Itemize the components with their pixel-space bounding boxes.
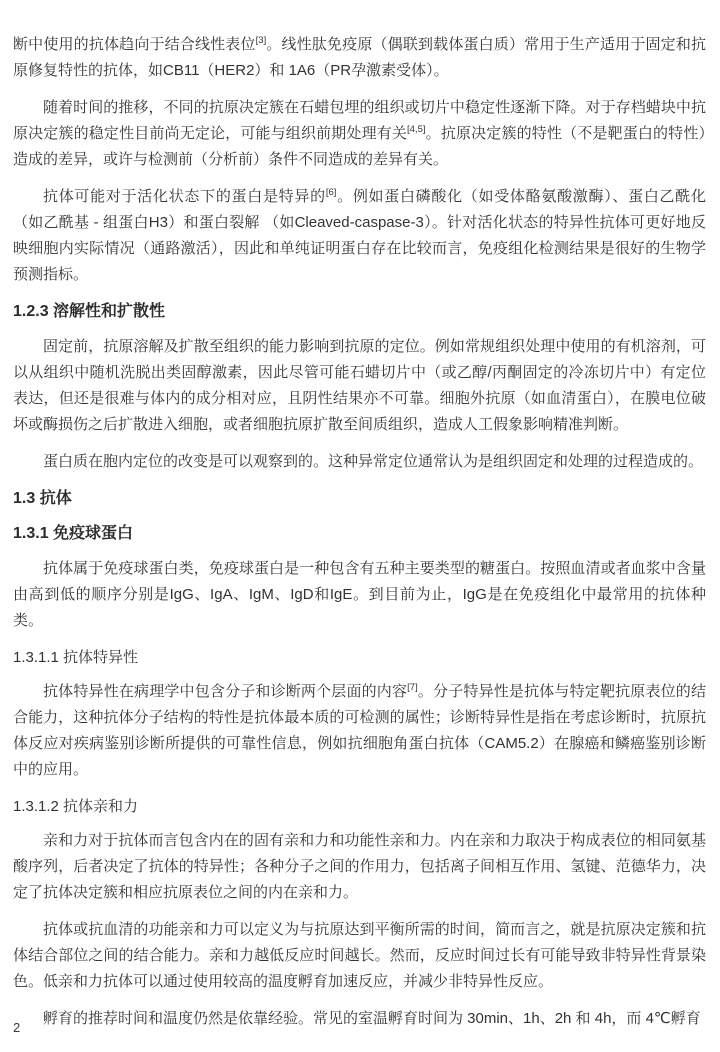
citation-superscript: [3] [255, 35, 267, 46]
paragraph: 抗体属于免疫球蛋白类，免疫球蛋白是一种包含有五种主要类型的糖蛋白。按照血清或者血浆中含量由高到低的顺序分别是IgG、IgA、IgM、IgD和IgE。到目前为止，IgG是在免疫组化中最常用的抗体种类。 [13, 560, 706, 629]
section-heading: 1.3.1 免疫球蛋白 [13, 525, 134, 542]
paragraph: 随着时间的推移，不同的抗原决定簇在石蜡包埋的组织或切片中稳定性逐渐下降。对于存档蜡块中抗原决定簇的稳定性目前尚无定论，可能与组织前期处理有关[4,5]。抗原决定簇的特性（不是靶蛋白的特性）造成的差异，或许与检测前（分析前）条件不同造成的差异有关。 [13, 99, 706, 168]
paragraph: 抗体可能对于活化状态下的蛋白是特异的[6]。例如蛋白磷酸化（如受体酪氨酸激酶）、蛋白乙酰化（如乙酰基 - 组蛋白H3）和蛋白裂解 （如Cleaved-caspase-3）。针对活化状态的特异性抗体可更好地反映细胞内实际情况（通路激活），因此和单纯证明蛋白存在比较而言，免疫组化检测结果是很好的生物学预测指标。 [13, 187, 706, 283]
paragraph: 抗体特异性在病理学中包含分子和诊断两个层面的内容[7]。分子特异性是抗体与特定靶抗原表位的结合能力，这种抗体分子结构的特性是抗体最本质的可检测的属性；诊断特异性是指在考虑诊断时，抗原抗体反应对疾病鉴别诊断所提供的可靠性信息，例如抗细胞角蛋白抗体（CAM5.2）在腺癌和鳞癌鉴别诊断中的应用。 [13, 682, 706, 778]
citation-superscript: [6] [325, 187, 337, 198]
paragraph: 抗体或抗血清的功能亲和力可以定义为与抗原达到平衡所需的时间，简而言之，就是抗原决定簇和抗体结合部位之间的结合能力。亲和力越低反应时间越长。然而，反应时间过长有可能导致非特异性背景染色。低亲和力抗体可以通过使用较高的温度孵育加速反应，并减少非特异性反应。 [13, 921, 706, 990]
section-heading: 1.2.3 溶解性和扩散性 [13, 303, 166, 320]
page-number: 2 [13, 1020, 21, 1035]
paragraph: 固定前，抗原溶解及扩散至组织的能力影响到抗原的定位。例如常规组织处理中使用的有机溶剂，可以从组织中随机洗脱出类固醇激素，因此尽管可能石蜡切片中（或乙醇/丙酮固定的冷冻切片中）有定位表达，但还是很难与体内的成分相对应，且阴性结果亦不可靠。细胞外抗原（如血清蛋白），在膜电位破坏或酶损伤之后扩散进入细胞，或者细胞抗原扩散至间质组织，造成人工假象影响精准判断。 [13, 338, 706, 433]
section-heading: 1.3 抗体 [13, 490, 72, 507]
citation-superscript: [7] [407, 682, 418, 693]
paragraph: 孵育的推荐时间和温度仍然是依靠经验。常见的室温孵育时间为 30min、1h、2h 和 4h，而 4℃孵育 [43, 1010, 701, 1027]
citation-superscript: [4,5] [407, 124, 426, 135]
section-heading: 1.3.1.2 抗体亲和力 [13, 798, 139, 815]
paragraph: 蛋白质在胞内定位的改变是可以观察到的。这种异常定位通常认为是组织固定和处理的过程造成的。 [43, 453, 704, 470]
paragraph: 断中使用的抗体趋向于结合线性表位[3]。线性肽免疫原（偶联到载体蛋白质）常用于生产适用于固定和抗原修复特性的抗体，如CB11（HER2）和 1A6（PR孕激素受体）。 [13, 35, 706, 79]
section-heading: 1.3.1.1 抗体特异性 [13, 649, 139, 666]
paragraph: 亲和力对于抗体而言包含内在的固有亲和力和功能性亲和力。内在亲和力取决于构成表位的相同氨基酸序列，后者决定了抗体的特异性；各种分子之间的作用力，包括离子间相互作用、氢键、范德华力，决定了抗体决定簇和相应抗原表位之间的内在亲和力。 [13, 832, 706, 901]
